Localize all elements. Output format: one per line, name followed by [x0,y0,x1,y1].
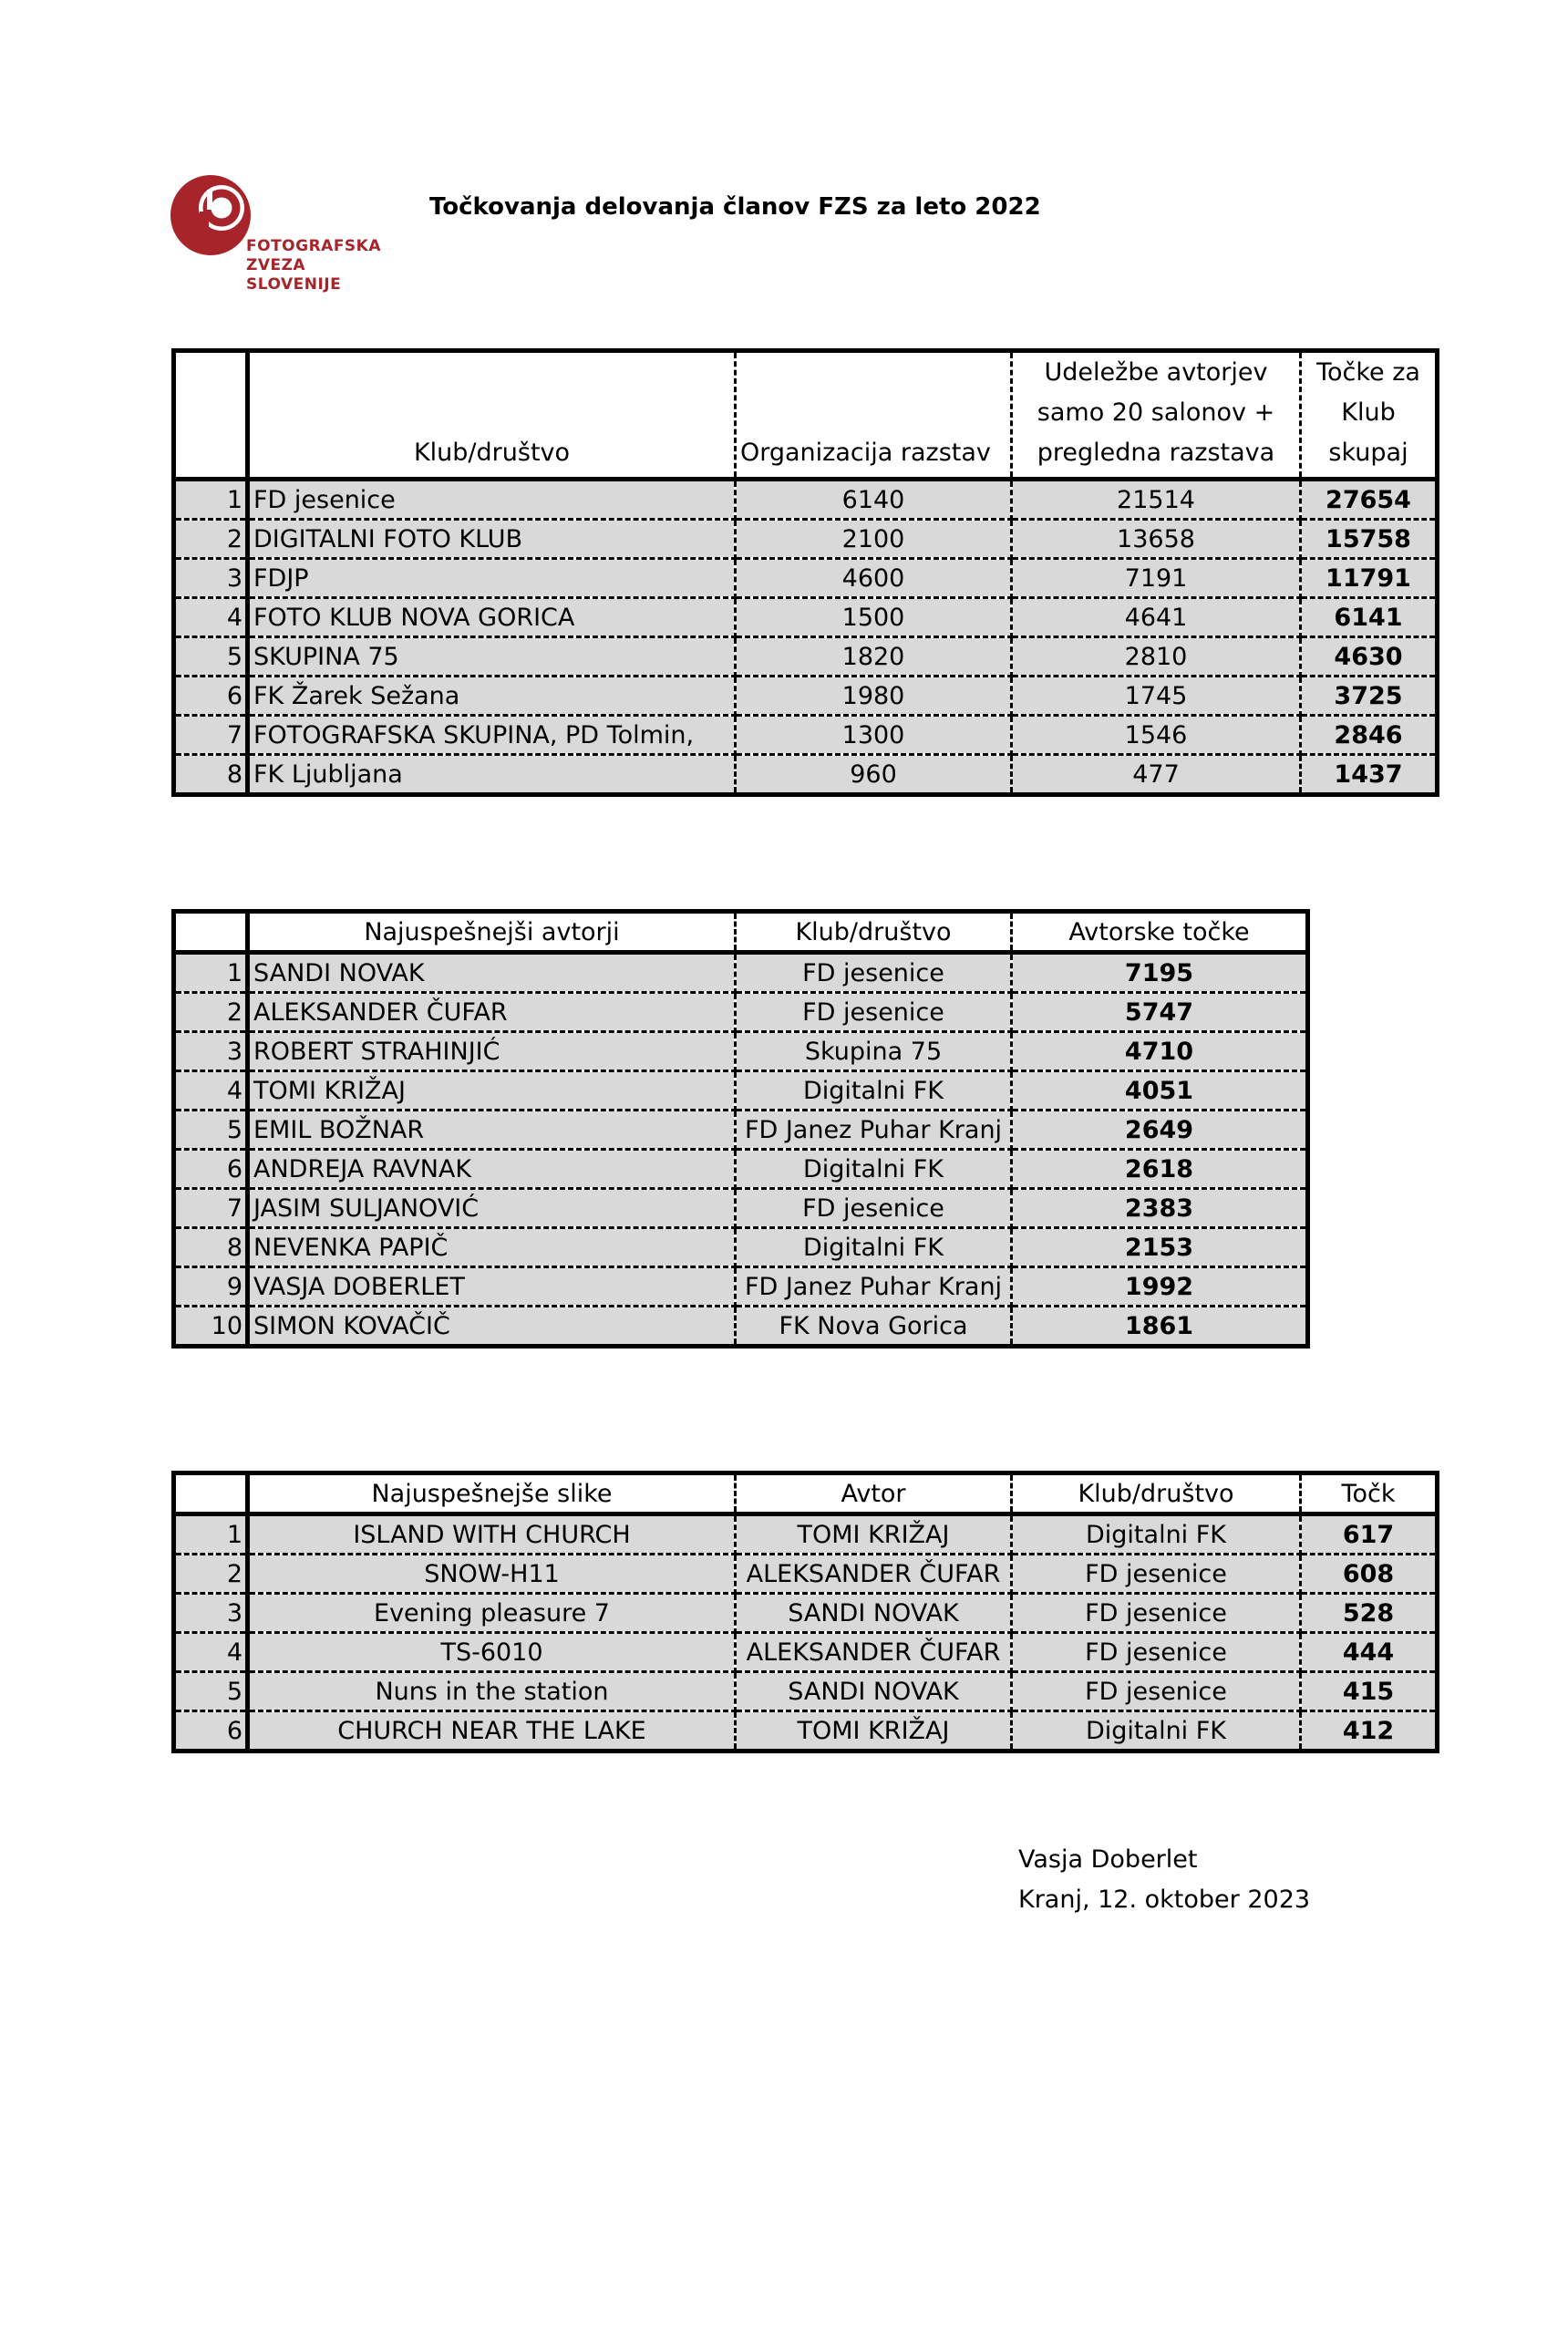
author-points: 4051 [1012,1071,1308,1111]
clubs-header-total [1301,351,1438,480]
club-name: FD jesenice [248,480,736,520]
author-club: Skupina 75 [736,1032,1012,1071]
author-points: 2153 [1012,1228,1308,1267]
image-points: 444 [1301,1633,1438,1672]
images-header-index [174,1473,248,1514]
table-row [174,755,1438,795]
club-participation-points: 7191 [1012,559,1301,598]
image-rank: 1 [174,1514,248,1555]
image-club: FD jesenice [1012,1555,1301,1594]
author-club: FD jesenice [736,1189,1012,1228]
table-row [174,677,1438,716]
author-club: FK Nova Gorica [736,1307,1012,1347]
club-total-points: 3725 [1301,677,1438,716]
club-rank: 1 [174,480,248,520]
table-row [174,1032,1308,1071]
club-rank: 2 [174,520,248,559]
author-rank: 8 [174,1228,248,1267]
author-name: SANDI NOVAK [248,953,736,993]
club-total-points: 1437 [1301,755,1438,795]
club-name: FK Ljubljana [248,755,736,795]
table-row [174,953,1308,993]
image-rank: 5 [174,1672,248,1711]
images-header-row [174,1473,1438,1514]
image-points: 608 [1301,1555,1438,1594]
signature-block [1018,1840,1310,1920]
author-points: 1861 [1012,1307,1308,1347]
author-name: ROBERT STRAHINJIĆ [248,1032,736,1071]
table-row [174,1267,1308,1307]
clubs-header-participation-line: Udeležbe avtorjev [1044,358,1268,387]
author-rank: 9 [174,1267,248,1307]
club-name: FK Žarek Sežana [248,677,736,716]
table-row [174,520,1438,559]
image-rank: 2 [174,1555,248,1594]
authors-header-points: Avtorske točke [1012,912,1308,953]
club-participation-points: 1546 [1012,716,1301,755]
table-row [174,1672,1438,1711]
table-row [174,480,1438,520]
table-row [174,559,1438,598]
table-row [174,637,1438,677]
table-row [174,716,1438,755]
image-rank: 4 [174,1633,248,1672]
club-total-points: 6141 [1301,598,1438,637]
author-rank: 1 [174,953,248,993]
logo-line-2: ZVEZA [246,256,306,274]
table-row [174,993,1308,1032]
author-club: Digitalni FK [736,1071,1012,1111]
author-name: ALEKSANDER ČUFAR [248,993,736,1032]
authors-header-author: Najuspešnejši avtorji [248,912,736,953]
clubs-header-participation [1012,351,1301,480]
image-club: Digitalni FK [1012,1514,1301,1555]
table-row [174,1189,1308,1228]
author-rank: 2 [174,993,248,1032]
author-points: 4710 [1012,1032,1308,1071]
author-points: 7195 [1012,953,1308,993]
author-name: NEVENKA PAPIČ [248,1228,736,1267]
author-club: FD jesenice [736,953,1012,993]
author-rank: 3 [174,1032,248,1071]
image-title: CHURCH NEAR THE LAKE [248,1711,736,1752]
author-club: FD Janez Puhar Kranj [736,1267,1012,1307]
club-total-points: 11791 [1301,559,1438,598]
club-organization-points: 6140 [736,480,1012,520]
author-club: FD Janez Puhar Kranj [736,1111,1012,1150]
image-club: Digitalni FK [1012,1711,1301,1752]
club-participation-points: 2810 [1012,637,1301,677]
authors-header-index [174,912,248,953]
club-rank: 6 [174,677,248,716]
club-organization-points: 1300 [736,716,1012,755]
author-name: VASJA DOBERLET [248,1267,736,1307]
club-name: DIGITALNI FOTO KLUB [248,520,736,559]
images-header-image: Najuspešnejše slike [248,1473,736,1514]
logo-line-3: SLOVENIJE [246,275,342,294]
image-author: TOMI KRIŽAJ [736,1711,1012,1752]
signature-place-date: Kranj, 12. oktober 2023 [1018,1886,1311,1914]
logo-wordmark [246,237,381,294]
club-participation-points: 13658 [1012,520,1301,559]
table-row [174,598,1438,637]
table-row [174,1594,1438,1633]
club-participation-points: 1745 [1012,677,1301,716]
table-row [174,1150,1308,1189]
author-points: 2618 [1012,1150,1308,1189]
table-row [174,1711,1438,1752]
image-title: ISLAND WITH CHURCH [248,1514,736,1555]
author-rank: 5 [174,1111,248,1150]
author-points: 2649 [1012,1111,1308,1150]
image-points: 412 [1301,1711,1438,1752]
images-table [171,1471,1439,1753]
image-rank: 6 [174,1711,248,1752]
club-rank: 4 [174,598,248,637]
image-club: FD jesenice [1012,1633,1301,1672]
club-total-points: 2846 [1301,716,1438,755]
clubs-header-club: Klub/društvo [248,351,736,480]
image-rank: 3 [174,1594,248,1633]
club-organization-points: 960 [736,755,1012,795]
club-total-points: 4630 [1301,637,1438,677]
image-author: TOMI KRIŽAJ [736,1514,1012,1555]
clubs-header-row [174,351,1438,480]
author-name: EMIL BOŽNAR [248,1111,736,1150]
author-points: 1992 [1012,1267,1308,1307]
author-rank: 7 [174,1189,248,1228]
logo-mark-icon [167,171,258,285]
author-rank: 4 [174,1071,248,1111]
table-row [174,1307,1308,1347]
club-organization-points: 1820 [736,637,1012,677]
image-points: 617 [1301,1514,1438,1555]
image-title: Evening pleasure 7 [248,1594,736,1633]
page-title: Točkovanja delovanja članov FZS za leto 2022 [429,193,1041,221]
club-organization-points: 1500 [736,598,1012,637]
clubs-table [171,348,1439,797]
author-rank: 6 [174,1150,248,1189]
table-row [174,1228,1308,1267]
club-organization-points: 2100 [736,520,1012,559]
author-name: TOMI KRIŽAJ [248,1071,736,1111]
author-club: Digitalni FK [736,1228,1012,1267]
clubs-header-organization: Organizacija razstav [736,351,1012,480]
club-name: FDJP [248,559,736,598]
clubs-header-participation-line: pregledna razstava [1037,439,1275,467]
images-header-club: Klub/društvo [1012,1473,1301,1514]
image-author: SANDI NOVAK [736,1672,1012,1711]
club-name: FOTOGRAFSKA SKUPINA, PD Tolmin, [248,716,736,755]
club-name: SKUPINA 75 [248,637,736,677]
clubs-header-total-line: skupaj [1328,439,1408,467]
clubs-header-total-line: Točke za [1316,358,1420,387]
image-title: Nuns in the station [248,1672,736,1711]
authors-table [171,909,1310,1348]
club-total-points: 15758 [1301,520,1438,559]
club-rank: 7 [174,716,248,755]
author-name: JASIM SULJANOVIĆ [248,1189,736,1228]
table-row [174,1555,1438,1594]
club-participation-points: 477 [1012,755,1301,795]
image-author: ALEKSANDER ČUFAR [736,1633,1012,1672]
clubs-header-total-line: Klub [1341,398,1396,427]
authors-header-club: Klub/društvo [736,912,1012,953]
author-name: SIMON KOVAČIČ [248,1307,736,1347]
image-author: ALEKSANDER ČUFAR [736,1555,1012,1594]
author-club: Digitalni FK [736,1150,1012,1189]
clubs-header-participation-line: samo 20 salonov + [1037,398,1275,427]
image-title: SNOW-H11 [248,1555,736,1594]
image-title: TS-6010 [248,1633,736,1672]
table-row [174,1633,1438,1672]
club-organization-points: 4600 [736,559,1012,598]
club-organization-points: 1980 [736,677,1012,716]
image-points: 415 [1301,1672,1438,1711]
logo-line-1: FOTOGRAFSKA [246,237,381,255]
image-points: 528 [1301,1594,1438,1633]
author-points: 2383 [1012,1189,1308,1228]
author-points: 5747 [1012,993,1308,1032]
club-total-points: 27654 [1301,480,1438,520]
club-rank: 3 [174,559,248,598]
image-club: FD jesenice [1012,1594,1301,1633]
image-author: SANDI NOVAK [736,1594,1012,1633]
images-header-points: Točk [1301,1473,1438,1514]
club-rank: 8 [174,755,248,795]
table-row [174,1111,1308,1150]
image-club: FD jesenice [1012,1672,1301,1711]
club-rank: 5 [174,637,248,677]
authors-header-row [174,912,1308,953]
table-row [174,1514,1438,1555]
club-name: FOTO KLUB NOVA GORICA [248,598,736,637]
author-name: ANDREJA RAVNAK [248,1150,736,1189]
club-participation-points: 21514 [1012,480,1301,520]
author-club: FD jesenice [736,993,1012,1032]
signature-name: Vasja Doberlet [1018,1845,1198,1874]
author-rank: 10 [174,1307,248,1347]
clubs-header-index [174,351,248,480]
table-row [174,1071,1308,1111]
club-participation-points: 4641 [1012,598,1301,637]
images-header-author: Avtor [736,1473,1012,1514]
fzs-logo [167,171,386,299]
